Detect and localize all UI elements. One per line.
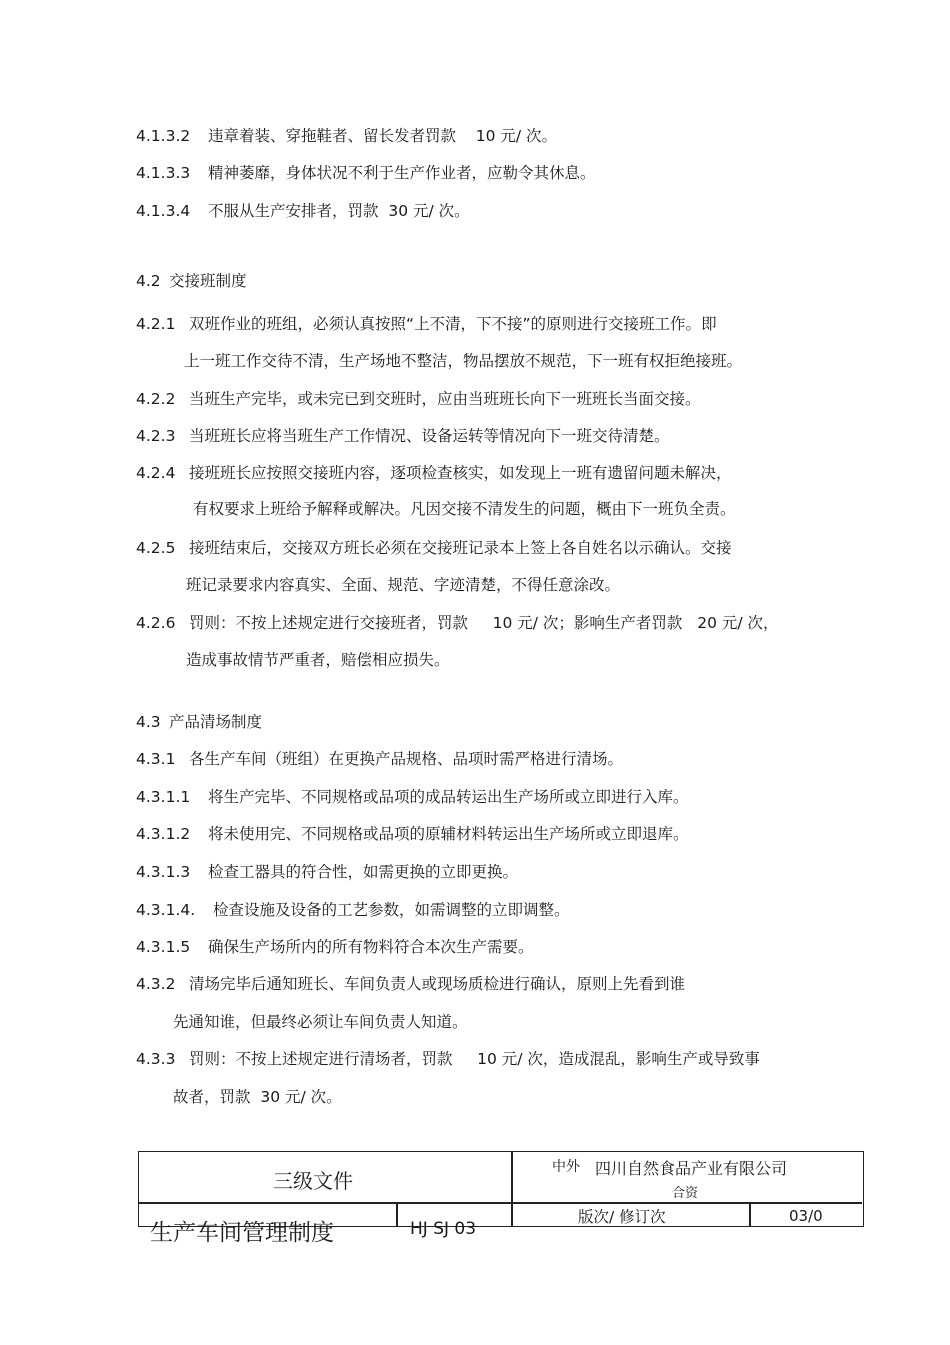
clause-number: 4.3.2: [136, 975, 176, 993]
company-name: 四川自然食品产业有限公司: [595, 1159, 788, 1178]
clause-text: 违章着装、穿拖鞋者、留长发者罚款 10 元/ 次。: [208, 127, 558, 145]
joint-venture-label-2: 合资: [672, 1186, 699, 1201]
clause-text: 罚则：不按上述规定进行清场者，罚款 10 元/ 次，造成混乱，影响生产或导致事: [189, 1050, 760, 1068]
document-level: 三级文件: [273, 1169, 353, 1193]
clause-number: 4.2.2: [136, 390, 176, 408]
clause-text: 检查工器具的符合性，如需更换的立即更换。: [208, 863, 519, 881]
clause-continuation: [186, 650, 450, 670]
clause-continuation: [184, 351, 742, 371]
clause-number: 4.2.4: [136, 464, 176, 482]
clause-number: 4.3.1.4.: [136, 901, 196, 919]
clause-text: 双班作业的班组，必须认真按照“上不清，下不接”的原则进行交接班工作。即: [189, 315, 717, 333]
clause-4-2-1: [136, 314, 717, 334]
section-heading-4-2: [136, 271, 247, 291]
section-heading-4-3: [136, 712, 262, 732]
clause-continuation: [186, 575, 620, 595]
document-title: 生产车间管理制度: [150, 1220, 334, 1246]
clause-4-3-1: [136, 749, 623, 769]
clause-number: 4.3.1: [136, 750, 176, 768]
version-value: 03/0: [789, 1207, 823, 1225]
clause-number: 4.3.1.2: [136, 825, 191, 843]
clause-4-3-3: [136, 1049, 760, 1069]
clause-text: 清场完毕后通知班长、车间负责人或现场质检进行确认，原则上先看到谁: [189, 975, 686, 993]
clause-4-1-3-3: [136, 163, 596, 183]
clause-text: 班记录要求内容真实、全面、规范、字迹清楚，不得任意涂改。: [186, 576, 621, 594]
version-label: 版次/ 修订次: [578, 1208, 666, 1226]
clause-4-2-6: [136, 613, 779, 633]
clause-4-3-1-3: [136, 862, 518, 882]
clause-4-1-3-2: [136, 126, 557, 146]
clause-number: 4.2.6: [136, 614, 176, 632]
clause-number: 4.1.3.2: [136, 127, 191, 145]
clause-continuation: [173, 1012, 468, 1032]
clause-4-3-1-4: [136, 900, 570, 920]
clause-4-2-2: [136, 389, 701, 409]
clause-number: 4.3.1.1: [136, 788, 191, 806]
clause-text: 接班班长应按照交接班内容，逐项检查核实，如发现上一班有遗留问题未解决，: [189, 464, 732, 482]
clause-text: 当班班长应将当班生产工作情况、设备运转等情况向下一班交待清楚。: [189, 427, 670, 445]
section-number: 4.2: [136, 272, 161, 290]
section-title: 交接班制度: [169, 272, 247, 290]
clause-4-3-1-2: [136, 824, 689, 844]
clause-number: 4.3.1.3: [136, 863, 191, 881]
clause-text: 检查设施及设备的工艺参数，如需调整的立即调整。: [213, 901, 570, 919]
clause-text: 将未使用完、不同规格或品项的原辅材料转运出生产场所或立即退库。: [208, 825, 689, 843]
table-divider: [749, 1202, 751, 1226]
clause-text: 不服从生产安排者，罚款 30 元/ 次。: [208, 202, 470, 220]
clause-text: 接班结束后，交接双方班长必须在交接班记录本上签上各自姓名以示确认。交接: [189, 539, 732, 557]
clause-4-3-2: [136, 974, 685, 994]
clause-number: 4.2.3: [136, 427, 176, 445]
clause-4-2-5: [136, 538, 732, 558]
clause-number: 4.3.1.5: [136, 938, 191, 956]
clause-text: 故者，罚款 30 元/ 次。: [173, 1088, 342, 1106]
table-divider: [139, 1202, 862, 1204]
joint-venture-label: 中外: [552, 1159, 580, 1175]
clause-text: 各生产车间（班组）在更换产品规格、品项时需严格进行清场。: [189, 750, 624, 768]
document-code: HJ SJ 03: [410, 1219, 477, 1239]
clause-text: 将生产完毕、不同规格或品项的成品转运出生产场所或立即进行入库。: [208, 788, 689, 806]
clause-4-3-1-1: [136, 787, 689, 807]
table-divider: [511, 1152, 513, 1226]
table-divider: [396, 1202, 398, 1226]
clause-number: 4.1.3.3: [136, 164, 191, 182]
clause-continuation: [193, 499, 736, 519]
section-title: 产品清场制度: [169, 713, 263, 731]
clause-number: 4.2.1: [136, 315, 176, 333]
clause-number: 4.2.5: [136, 539, 176, 557]
clause-4-3-1-5: [136, 937, 534, 957]
clause-number: 4.1.3.4: [136, 202, 191, 220]
clause-text: 罚则：不按上述规定进行交接班者，罚款 10 元/ 次；影响生产者罚款 20 元/ 次，: [189, 614, 779, 632]
clause-4-2-3: [136, 426, 670, 446]
clause-text: 确保生产场所内的所有物料符合本次生产需要。: [208, 938, 534, 956]
clause-text: 先通知谁，但最终必须让车间负责人知道。: [173, 1013, 468, 1031]
clause-text: 造成事故情节严重者，赔偿相应损失。: [186, 651, 450, 669]
section-number: 4.3: [136, 713, 161, 731]
clause-text: 上一班工作交待不清，生产场地不整洁，物品摆放不规范，下一班有权拒绝接班。: [184, 352, 743, 370]
clause-text: 精神萎靡，身体状况不利于生产作业者，应勒令其休息。: [208, 164, 596, 182]
clause-text: 有权要求上班给予解释或解决。凡因交接不清发生的问题，概由下一班负全责。: [193, 500, 736, 518]
clause-number: 4.3.3: [136, 1050, 176, 1068]
clause-4-2-4: [136, 463, 732, 483]
clause-text: 当班生产完毕，或未完已到交班时，应由当班班长向下一班班长当面交接。: [189, 390, 701, 408]
clause-continuation: [173, 1087, 342, 1107]
clause-4-1-3-4: [136, 201, 470, 221]
